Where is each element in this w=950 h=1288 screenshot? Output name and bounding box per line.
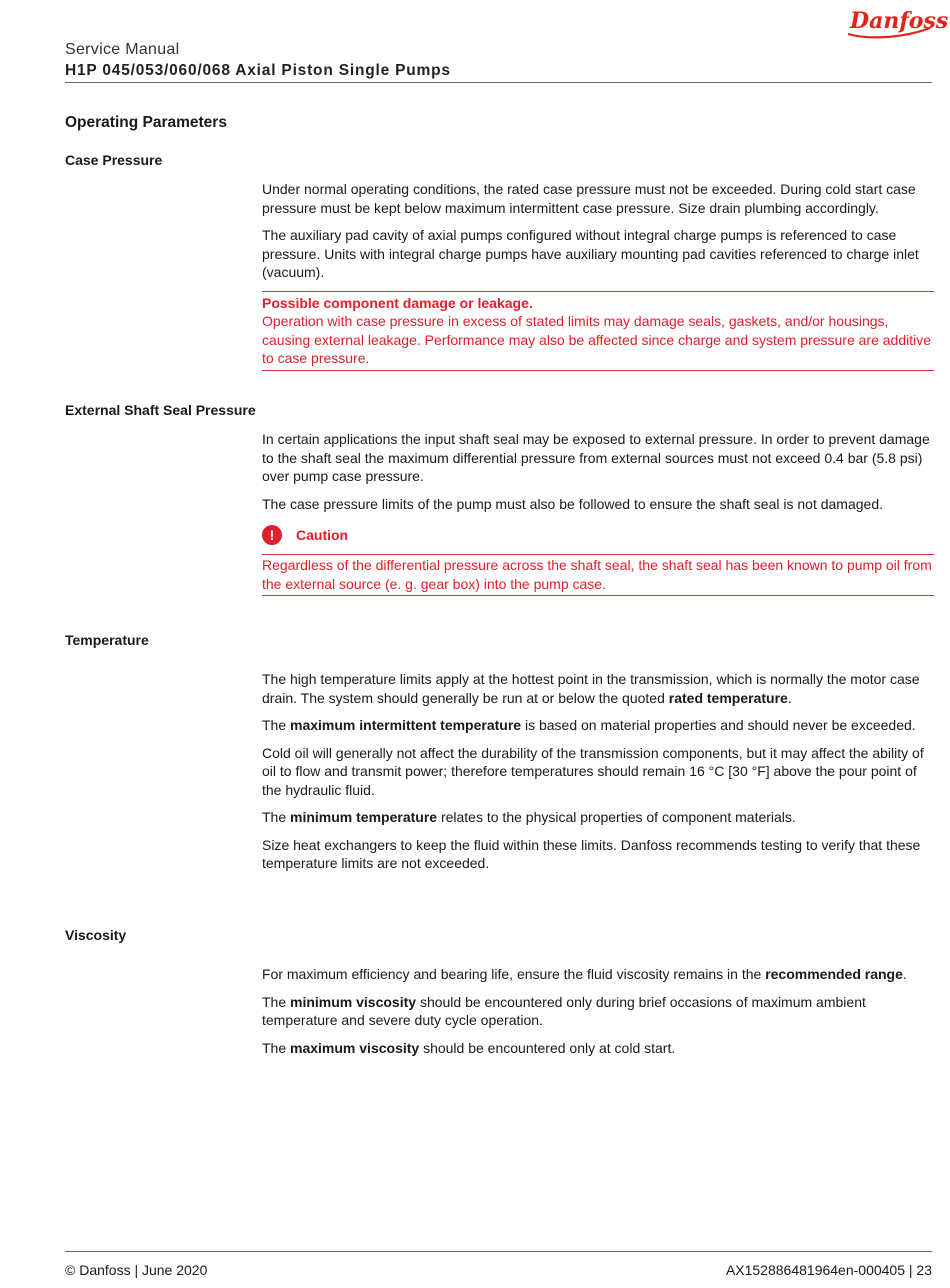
shaft-seal-heading: External Shaft Seal Pressure bbox=[65, 402, 256, 418]
warning-text: Operation with case pressure in excess of stated limits may damage seals, gaskets, and/or housings, causing external leakage. Performance may also be affected since charge and system pressure are additive to case pressure. bbox=[262, 313, 931, 366]
paragraph: Cold oil will generally not affect the durability of the transmission components, but it may affect the ability of oil to flow and transmit power; therefore temperatures should remain 16 °C [30 °F] above the pour point of the hydraulic fluid. bbox=[262, 744, 924, 798]
viscosity-heading: Viscosity bbox=[65, 927, 127, 943]
paragraph: For maximum efficiency and bearing life, ensure the fluid viscosity remains in the recommended range. bbox=[262, 966, 907, 982]
paragraph: Under normal operating conditions, the rated case pressure must not be exceeded. During cold start case pressure must be kept below maximum intermittent case pressure. Size drain plumbing accordingly. bbox=[262, 181, 916, 216]
header-divider bbox=[65, 82, 932, 83]
temperature-body bbox=[262, 670, 934, 882]
viscosity-body bbox=[262, 965, 934, 1066]
case-pressure-body bbox=[262, 180, 934, 371]
caution-header bbox=[262, 522, 934, 548]
svg-text:Danfoss: Danfoss bbox=[850, 8, 949, 34]
paragraph: The maximum intermittent temperature is based on material properties and should never be exceeded. bbox=[262, 717, 916, 733]
bold-term: minimum viscosity bbox=[290, 993, 417, 1010]
paragraph: The minimum viscosity should be encountered only during brief occasions of maximum ambient temperature and severe duty cycle operation. bbox=[262, 993, 866, 1028]
caution-text: Regardless of the differential pressure across the shaft seal, the shaft seal has been known to pump oil from the external source (e. g. gear box) into the pump case. bbox=[262, 554, 934, 596]
header-title: H1P 045/053/060/068 Axial Piston Single Pumps bbox=[65, 62, 451, 79]
bold-term: rated temperature bbox=[668, 689, 788, 706]
shaft-seal-body bbox=[262, 430, 934, 596]
header-subtitle: Service Manual bbox=[65, 41, 180, 58]
paragraph: Size heat exchangers to keep the fluid within these limits. Danfoss recommends testing to verify that these temperature limits are not exceeded. bbox=[262, 836, 921, 871]
section-title: Operating Parameters bbox=[65, 114, 227, 131]
warning-title: Possible component damage or leakage. bbox=[262, 294, 533, 311]
paragraph: The auxiliary pad cavity of axial pumps configured without integral charge pumps is referenced to case pressure. Units with integral charge pumps have auxiliary mounting pad cavities referenced to charge inlet (vacuum). bbox=[262, 227, 919, 280]
danfoss-logo bbox=[844, 4, 949, 42]
warning-box bbox=[262, 291, 934, 371]
footer-copyright: © Danfoss | June 2020 bbox=[65, 1262, 208, 1278]
paragraph: The minimum temperature relates to the physical properties of component materials. bbox=[262, 809, 796, 825]
bold-term: minimum temperature bbox=[290, 809, 438, 825]
paragraph: In certain applications the input shaft seal may be exposed to external pressure. In order to prevent damage to the shaft seal the maximum differential pressure from external sources must not exceed 0.4 bar (5.8 psi) over pump case pressure. bbox=[262, 431, 930, 484]
paragraph: The high temperature limits apply at the hottest point in the transmission, which is normally the motor case drain. The system should generally be run at or below the quoted rated temperature. bbox=[262, 671, 920, 706]
bold-term: maximum viscosity bbox=[290, 1039, 420, 1056]
footer-divider bbox=[65, 1251, 932, 1252]
paragraph: The maximum viscosity should be encountered only at cold start. bbox=[262, 1039, 676, 1056]
caution-icon: ! bbox=[262, 525, 282, 545]
caution-label: Caution bbox=[296, 527, 349, 543]
paragraph: The case pressure limits of the pump must also be followed to ensure the shaft seal is not damaged. bbox=[262, 495, 883, 512]
bold-term: maximum intermittent temperature bbox=[290, 717, 522, 733]
bold-term: recommended range bbox=[765, 966, 903, 982]
footer-doc-number: AX152886481964en-000405 | 23 bbox=[725, 1262, 932, 1278]
temperature-heading: Temperature bbox=[65, 632, 149, 648]
case-pressure-heading: Case Pressure bbox=[65, 152, 163, 168]
